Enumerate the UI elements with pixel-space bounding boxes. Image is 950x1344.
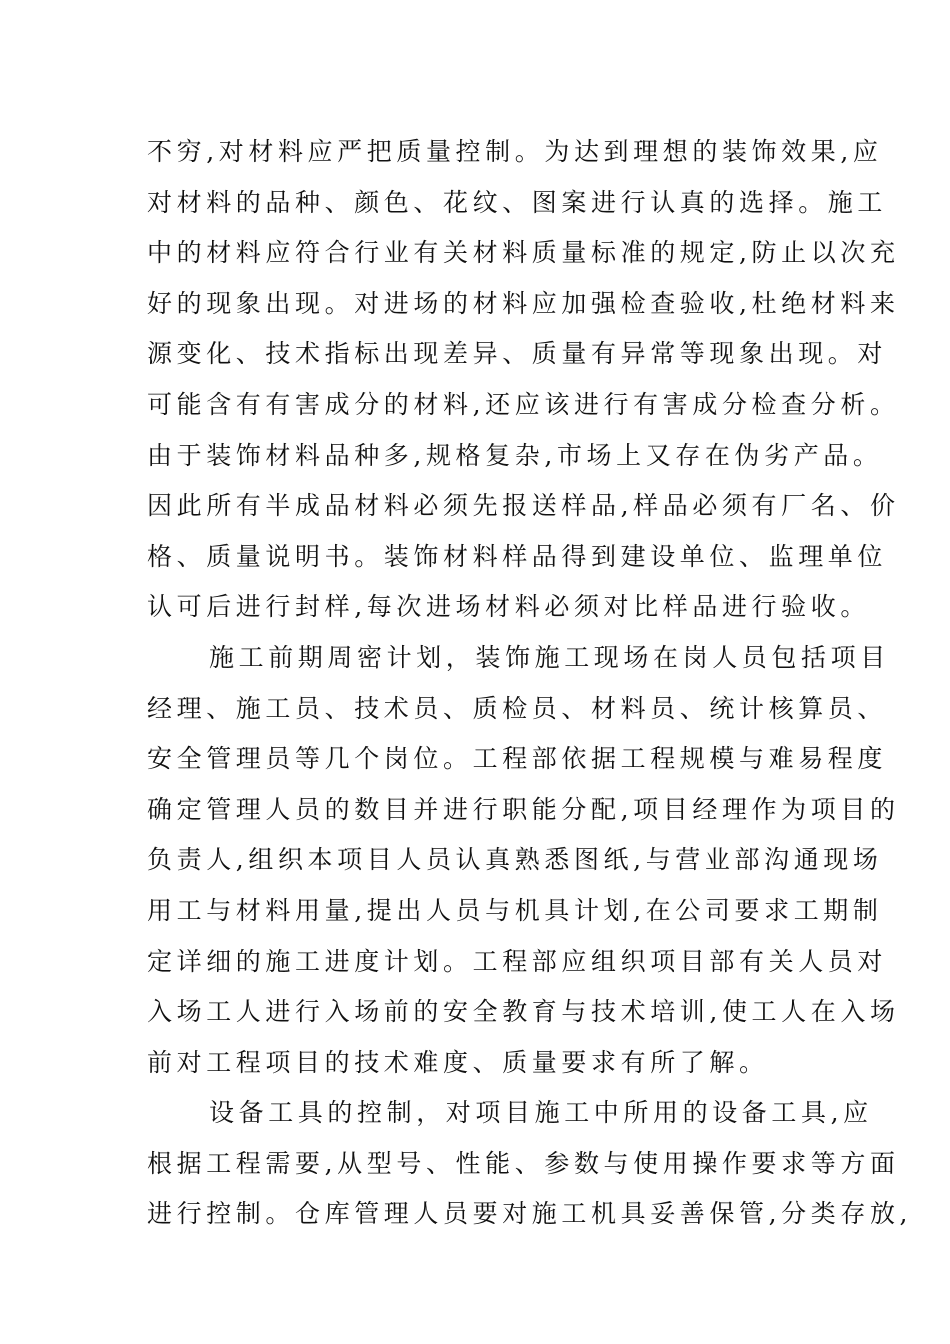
text-line: 用工与材料用量,提出人员与机具计划,在公司要求工期制 bbox=[147, 895, 883, 925]
text-line: 根据工程需要,从型号、性能、参数与使用操作要求等方面 bbox=[147, 1148, 900, 1178]
text-line: 对材料的品种、颜色、花纹、图案进行认真的选择。施工 bbox=[147, 187, 888, 217]
text-line: 进行控制。仓库管理人员要对施工机具妥善保管,分类存放, bbox=[147, 1199, 913, 1229]
text-line: 中的材料应符合行业有关材料质量标准的规定,防止以次充 bbox=[147, 238, 900, 268]
text-line: 前对工程项目的技术难度、质量要求有所了解。 bbox=[147, 1047, 769, 1077]
text-line: 由于装饰材料品种多,规格复杂,市场上又存在伪劣产品。 bbox=[147, 440, 883, 470]
text-line: 不穷,对材料应严把质量控制。为达到理想的装饰效果,应 bbox=[147, 137, 883, 166]
paragraph-first-line: 施工前期周密计划，装饰施工现场在岗人员包括项目 bbox=[209, 642, 890, 672]
text-line: 格、质量说明书。装饰材料样品得到建设单位、监理单位 bbox=[147, 541, 888, 571]
text-line: 经理、施工员、技术员、质检员、材料员、统计核算员、 bbox=[147, 693, 888, 723]
paragraph-first-line: 设备工具的控制，对项目施工中所用的设备工具,应 bbox=[209, 1098, 873, 1128]
text-line: 认可后进行封样,每次进场材料必须对比样品进行验收。 bbox=[147, 592, 870, 622]
text-line: 因此所有半成品材料必须先报送样品,样品必须有厂名、价 bbox=[147, 491, 900, 521]
text-line: 定详细的施工进度计划。工程部应组织项目部有关人员对 bbox=[147, 946, 888, 976]
text-line: 好的现象出现。对进场的材料应加强检查验收,杜绝材料来 bbox=[147, 288, 900, 318]
text-line: 安全管理员等几个岗位。工程部依据工程规模与难易程度 bbox=[147, 744, 888, 774]
text-line: 确定管理人员的数目并进行职能分配,项目经理作为项目的 bbox=[147, 794, 900, 824]
text-line: 可能含有有害成分的材料,还应该进行有害成分检查分析。 bbox=[147, 389, 900, 419]
text-line: 入场工人进行入场前的安全教育与技术培训,使工人在入场 bbox=[147, 997, 900, 1027]
text-line: 源变化、技术指标出现差异、质量有异常等现象出现。对 bbox=[147, 339, 888, 369]
document-body bbox=[147, 127, 913, 1240]
text-line: 负责人,组织本项目人员认真熟悉图纸,与营业部沟通现场 bbox=[147, 845, 883, 875]
